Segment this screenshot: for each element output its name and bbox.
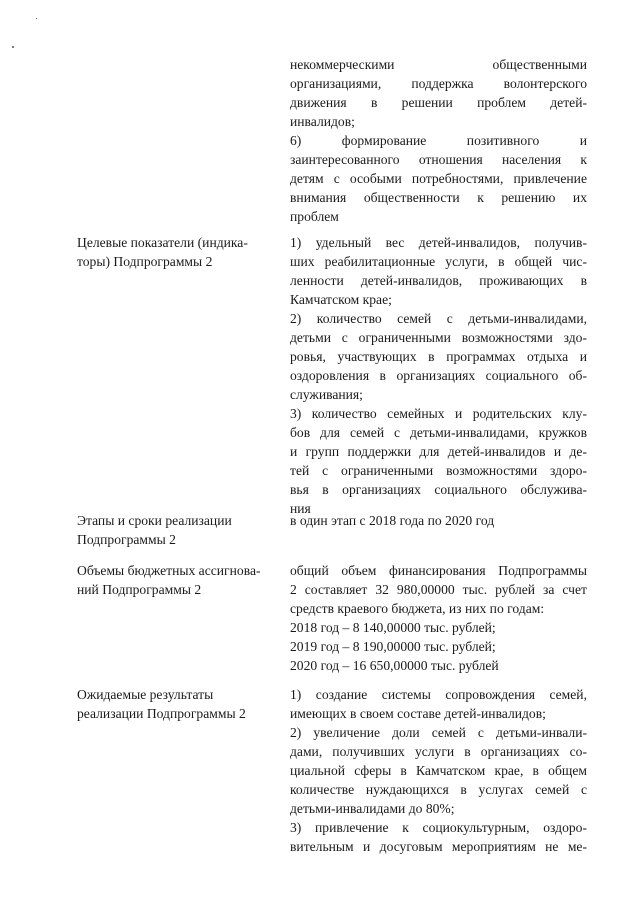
text-line: в один этап с 2018 года по 2020 год	[290, 513, 495, 528]
text-line: дами, получивших услуги в организациях со-	[290, 744, 587, 759]
text-line: ния	[290, 501, 311, 516]
text-line: 2 составляет 32 980,00000 тыс. рублей за счет	[290, 582, 587, 597]
text-line: 3) привлечение к социокультурным, оздоро-	[290, 820, 587, 835]
text-line: детьми с ограниченными возможностями здо-	[290, 330, 587, 345]
text-line: некоммерческими общественными	[290, 57, 587, 72]
text-line: вительным и досуговым мероприятиям не ме-	[290, 839, 587, 854]
text-line: бов для семей с детьми-инвалидами, кружков	[290, 425, 587, 440]
text-line: средств краевого бюджета, из них по годам:	[290, 601, 545, 616]
text-line: 3) количество семейных и родительских клу-	[290, 406, 587, 421]
text-line: 6) формирование позитивного и	[290, 133, 587, 148]
scan-speck	[36, 18, 37, 19]
text-line: 2019 год – 8 190,00000 тыс. рублей;	[290, 639, 496, 654]
label-line: торы) Подпрограммы 2	[77, 254, 213, 269]
text-line: детьми-инвалидами до 80%;	[290, 801, 455, 816]
stages-label	[77, 511, 285, 549]
budget-label	[77, 561, 285, 599]
target-indicators-value	[290, 233, 587, 518]
text-line: 1) удельный вес детей-инвалидов, получив-	[290, 235, 587, 250]
text-line: и групп поддержки для детей-инвалидов и де-	[290, 444, 587, 459]
text-line: 2018 год – 8 140,00000 тыс. рублей;	[290, 620, 496, 635]
text-line: ровья, участвующих в программах отдыха и	[290, 349, 587, 364]
text-line: организациями, поддержка волонтерского	[290, 76, 587, 91]
expected-results-value	[290, 685, 587, 856]
scan-speck	[12, 46, 14, 48]
stages-value	[290, 511, 587, 530]
text-line: проблем	[290, 209, 339, 224]
text-line: движения в решении проблем детей-	[290, 95, 587, 110]
text-line: служивания;	[290, 387, 363, 402]
text-line: инвалидов;	[290, 114, 355, 129]
label-line: Ожидаемые результаты	[77, 687, 214, 702]
text-line: 2) количество семей с детьми-инвалидами,	[290, 311, 587, 326]
label-line: Этапы и сроки реализации	[77, 513, 232, 528]
text-line: 2) увеличение доли семей с детьми-инвали-	[290, 725, 587, 740]
text-line: заинтересованного отношения населения к	[290, 152, 587, 167]
label-line: Объемы бюджетных ассигнова-	[77, 563, 261, 578]
label-line: Подпрограммы 2	[77, 532, 176, 547]
text-line: детям с особыми потребностями, привлечение	[290, 171, 587, 186]
text-line: оздоровления в организациях социального об-	[290, 368, 587, 383]
text-line: количестве нуждающихся в услугах семей с	[290, 782, 587, 797]
label-line: Целевые показатели (индика-	[77, 235, 248, 250]
label-line: ний Подпрограммы 2	[77, 582, 202, 597]
intro-text-block	[290, 55, 587, 226]
text-line: Камчатском крае;	[290, 292, 392, 307]
target-indicators-label	[77, 233, 285, 271]
text-line: 1) создание системы сопровождения семей,	[290, 687, 587, 702]
text-line: имеющих в своем составе детей-инвалидов;	[290, 706, 546, 721]
text-line: общий объем финансирования Подпрограммы	[290, 563, 587, 578]
budget-value	[290, 561, 587, 675]
text-line: циальной сферы в Камчатском крае, в общем	[290, 763, 587, 778]
text-line: внимания общественности к решению их	[290, 190, 587, 205]
text-line: тей с ограниченными возможностями здоро-	[290, 463, 587, 478]
text-line: 2020 год – 16 650,00000 тыс. рублей	[290, 658, 499, 673]
text-line: ленности детей-инвалидов, проживающих в	[290, 273, 587, 288]
text-line: ших реабилитационные услуги, в общей чис-	[290, 254, 587, 269]
label-line: реализации Подпрограммы 2	[77, 706, 246, 721]
text-line: вья в организациях социального обслужива-	[290, 482, 587, 497]
expected-results-label	[77, 685, 285, 723]
